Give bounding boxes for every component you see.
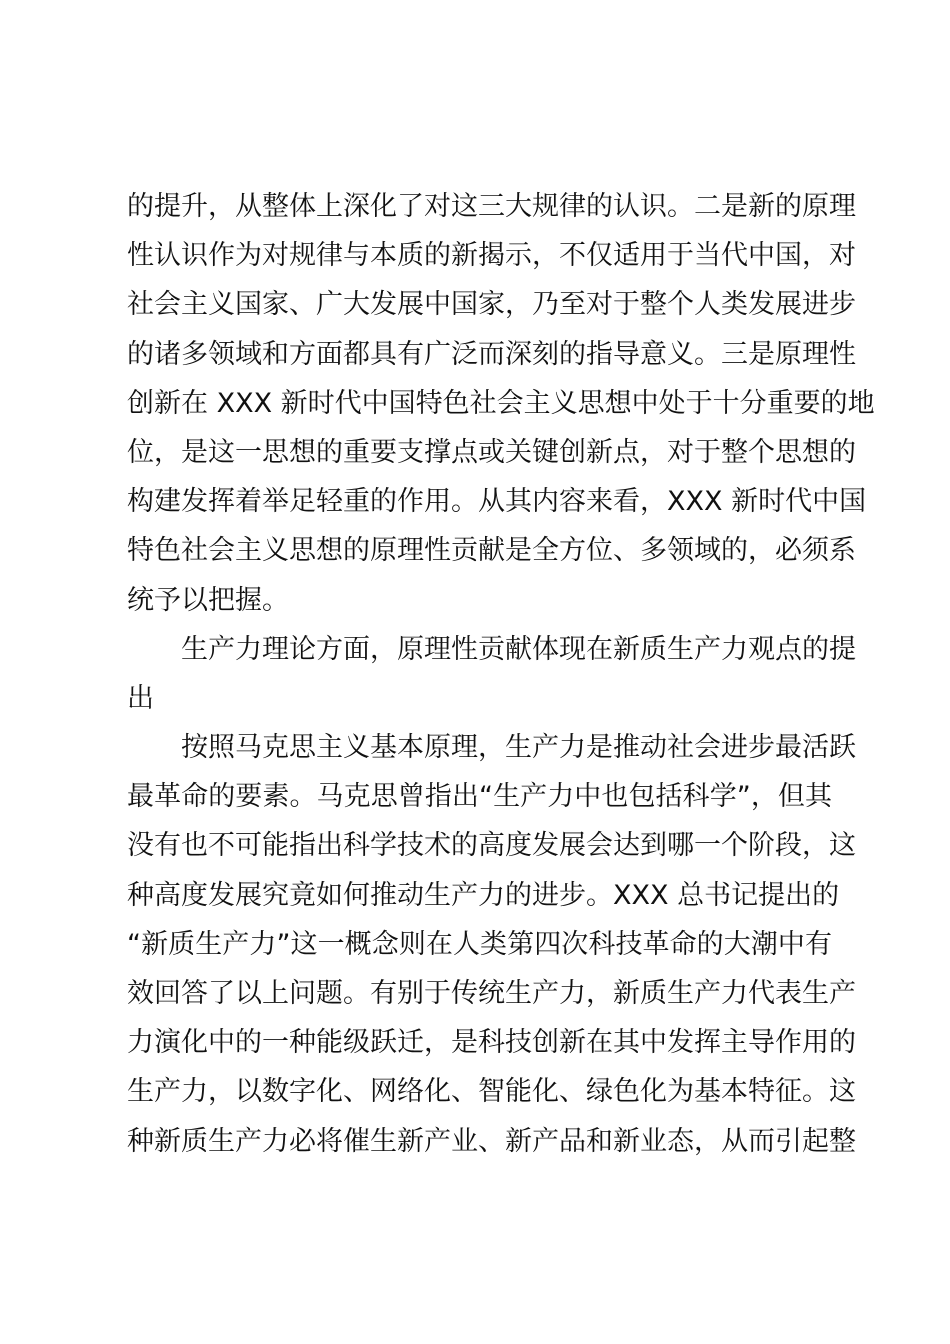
heading-end-line: 出 (127, 682, 154, 714)
text-line: 位，是这一思想的重要支撑点或关键创新点，对于整个思想的 (127, 436, 856, 468)
text-line: 特色社会主义思想的原理性贡献是全方位、多领域的，必须系 (127, 535, 856, 567)
text-line: 的诸多领域和方面都具有广泛而深刻的指导意义。三是原理性 (127, 338, 856, 370)
text-line: “新质生产力”这一概念则在人类第四次科技革命的大潮中有 (127, 928, 832, 960)
text-line: 性认识作为对规律与本质的新揭示，不仅适用于当代中国，对 (127, 240, 856, 272)
text-line: 最革命的要素。马克思曾指出“生产力中也包括科学”，但其 (127, 781, 832, 813)
text-line: 生产力，以数字化、网络化、智能化、绿色化为基本特征。这 (127, 1076, 856, 1108)
text-line: 种新质生产力必将催生新产业、新产品和新业态，从而引起整 (127, 1125, 856, 1157)
text-line: 种高度发展究竟如何推动生产力的进步。XXX 总书记提出的 (127, 879, 840, 911)
text-line: 效回答了以上问题。有别于传统生产力，新质生产力代表生产 (127, 978, 856, 1009)
text-line: 构建发挥着举足轻重的作用。从其内容来看，XXX 新时代中国 (127, 486, 867, 518)
text-line: 社会主义国家、广大发展中国家，乃至对于整个人类发展进步 (127, 289, 856, 321)
text-line: 的提升，从整体上深化了对这三大规律的认识。二是新的原理 (127, 191, 856, 222)
body-text (127, 182, 875, 1166)
paragraph-end-line: 统予以把握。 (127, 584, 289, 616)
text-line: 力演化中的一种能级跃迁，是科技创新在其中发挥主导作用的 (127, 1027, 856, 1059)
heading-line: 生产力理论方面，原理性贡献体现在新质生产力观点的提 (181, 633, 856, 665)
text-line: 创新在 XXX 新时代中国特色社会主义思想中处于十分重要的地 (127, 387, 875, 419)
text-line: 没有也不可能指出科学技术的高度发展会达到哪一个阶段，这 (127, 830, 856, 862)
paragraph-start-line: 按照马克思主义基本原理，生产力是推动社会进步最活跃 (181, 732, 856, 764)
